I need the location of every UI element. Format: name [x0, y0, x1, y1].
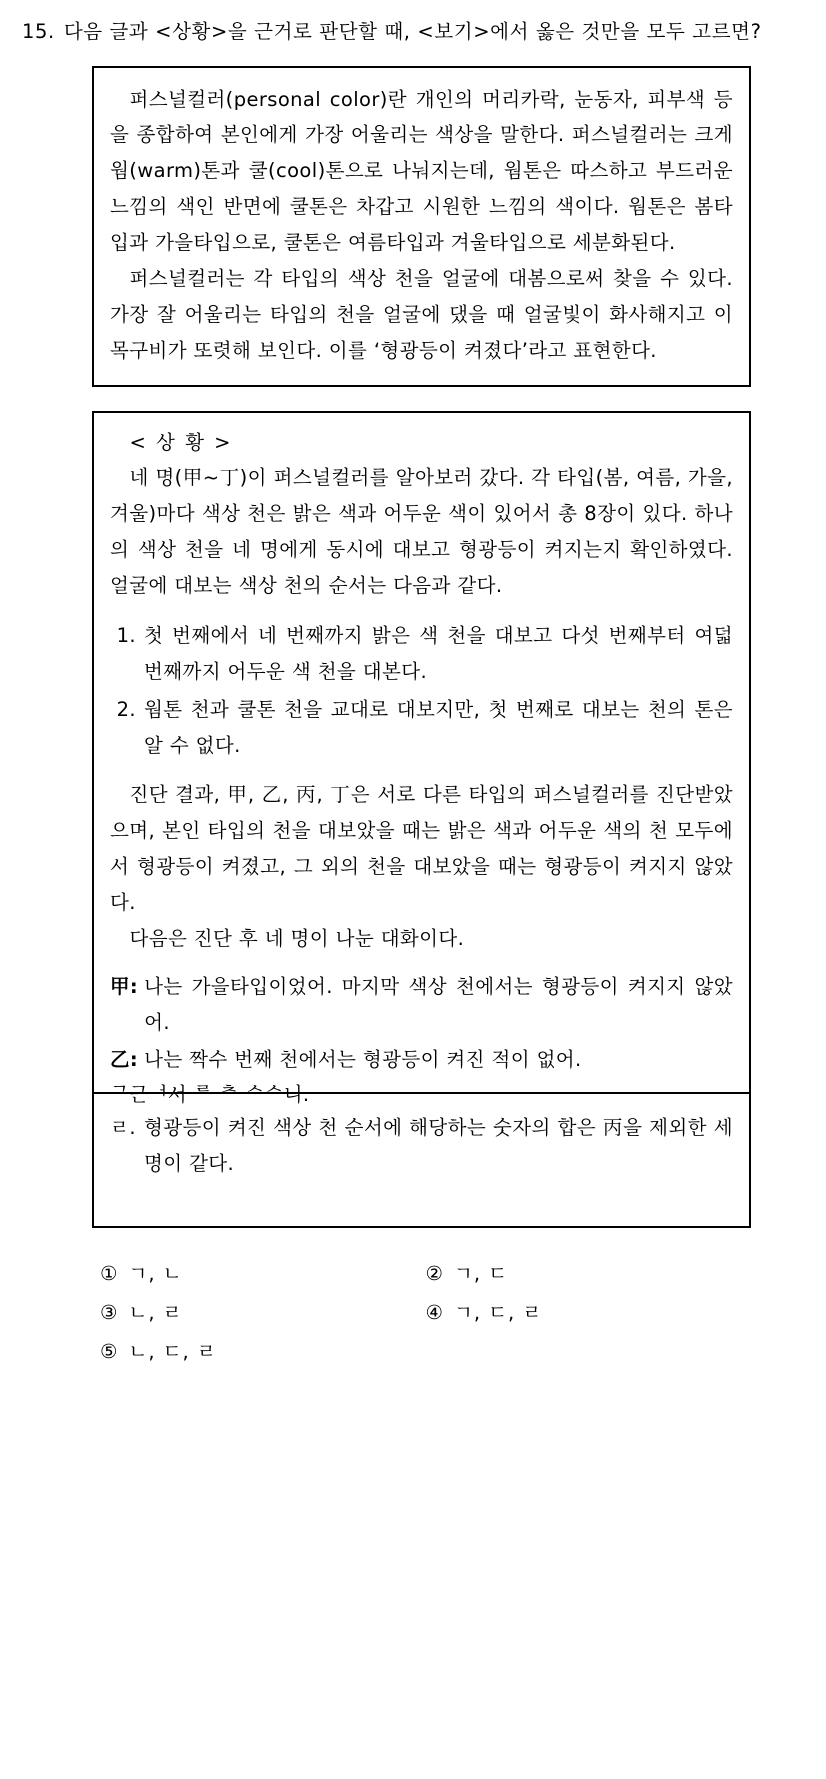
rule-number: 2.	[116, 697, 136, 721]
answer-choice-5[interactable]	[100, 1332, 426, 1371]
choice-marker: ④	[425, 1301, 444, 1325]
answer-choice-2[interactable]	[426, 1254, 752, 1293]
situation-intro: 네 명(甲~丁)이 퍼스널컬러를 알아보러 갔다. 각 타입(봄, 여름, 가을, 겨울)마다 색상 천은 밝은 색과 어두운 색이 있어서 총 8장이 있다. 하나의 색상 천을 네 명에게 동시에 대보고 형광등이 켜지는지 확인하였다. 얼굴에 대보는 색상 천의 순서는 다음과 같다.	[110, 466, 733, 598]
rule-number: 1.	[116, 623, 136, 647]
dialog-line	[110, 1042, 733, 1078]
question-header	[0, 0, 826, 48]
question-text: 다음 글과 <상황>을 근거로 판단할 때, <보기>에서 옳은 것만을 모두 고르면?	[63, 20, 762, 43]
dialog-text: 나는 짝수 번째 천에서는 형광등이 켜진 적이 없어.	[144, 1047, 582, 1071]
choice-item-marker: ㄹ.	[110, 1116, 136, 1140]
clipped-overlap-region	[92, 1083, 751, 1212]
passage-paragraph-2: 퍼스널컬러는 각 타입의 색상 천을 얼굴에 대봄으로써 찾을 수 있다. 가장 잘 어울리는 타입의 천을 얼굴에 댔을 때 얼굴빛이 화사해지고 이목구비가 또렷해 보인다. 이를 ‘형광등이 켜졌다’라고 표현한다.	[110, 266, 733, 362]
answer-choice-1[interactable]	[100, 1254, 426, 1293]
answer-choice-row	[100, 1332, 751, 1371]
choice-text: ㄱ, ㄷ, ㄹ	[453, 1301, 543, 1325]
dialog-line	[110, 969, 733, 1041]
choice-item-row	[110, 1110, 733, 1182]
rule-text: 웜톤 천과 쿨톤 천을 교대로 대보지만, 첫 번째로 대보는 천의 톤은 알 수 없다.	[144, 697, 733, 757]
choice-item-text: 형광등이 켜진 색상 천 순서에 해당하는 숫자의 합은 丙을 제외한 세 명이 같다.	[144, 1116, 733, 1176]
situation-dialog	[110, 969, 733, 1078]
rule-item	[110, 618, 733, 690]
dialog-speaker: 甲:	[110, 974, 139, 998]
answer-choice-3[interactable]	[100, 1293, 426, 1332]
choice-text: ㄴ, ㄹ	[128, 1301, 183, 1325]
situation-rules	[110, 618, 733, 764]
choice-text: ㄴ, ㄷ, ㄹ	[128, 1340, 217, 1364]
passage-box	[92, 66, 751, 387]
clipped-choice-item	[110, 1110, 733, 1184]
choice-text: ㄱ, ㄴ	[128, 1262, 183, 1286]
situation-title: < 상 황 >	[129, 430, 233, 454]
passage-paragraph-1: 퍼스널컬러(personal color)란 개인의 머리카락, 눈동자, 피부색 등을 종합하여 본인에게 가장 어울리는 색상을 말한다. 퍼스널컬러는 크게 웜(warm)톤과 쿨(cool)톤으로 나눠지는데, 웜톤은 따스하고 부드러운 느낌의 색인 반면에 쿨톤은 차갑고 시원한 느낌의 색이다. 웜톤은 봄타입과 가을타입으로, 쿨톤은 여름타입과 겨울타입으로 세분화된다.	[110, 87, 733, 255]
answer-choice-4[interactable]	[426, 1293, 752, 1332]
dialog-speaker: 乙:	[110, 1047, 139, 1071]
dialog-text: 나는 가을타입이었어. 마지막 색상 천에서는 형광등이 켜지지 않았어.	[144, 974, 733, 1034]
choice-marker: ①	[100, 1262, 119, 1286]
choice-text: ㄱ, ㄷ	[453, 1262, 509, 1286]
choice-marker: ③	[100, 1301, 119, 1325]
answer-choice-row	[100, 1254, 751, 1293]
situation-result: 진단 결과, 甲, 乙, 丙, 丁은 서로 다른 타입의 퍼스널컬러를 진단받았으며, 본인 타입의 천을 대보았을 때는 밝은 색과 어두운 색의 천 모두에서 형광등이 켜졌고, 그 외의 천을 대보았을 때는 형광등이 켜지지 않았다.	[110, 783, 733, 915]
answer-choice-row	[100, 1293, 751, 1332]
rule-item	[110, 692, 733, 764]
answer-choice-spacer	[426, 1332, 752, 1371]
question-number: 15.	[22, 20, 55, 43]
rule-text: 첫 번째에서 네 번째까지 밝은 색 천을 대보고 다섯 번째부터 여덟 번째까지 어두운 색 천을 대본다.	[144, 623, 733, 683]
situation-box	[92, 411, 751, 1095]
box-bottom-edge	[92, 1212, 751, 1228]
choice-marker: ⑤	[100, 1340, 119, 1364]
cut-text-fragment: ᄀ근ᅥ서 ᄅ ᄎ ᄉᄉ니.	[110, 1083, 310, 1107]
situation-dialog-lead: 다음은 진단 후 네 명이 나눈 대화이다.	[129, 926, 465, 950]
choice-marker: ②	[425, 1262, 444, 1286]
answer-choices	[100, 1254, 751, 1371]
